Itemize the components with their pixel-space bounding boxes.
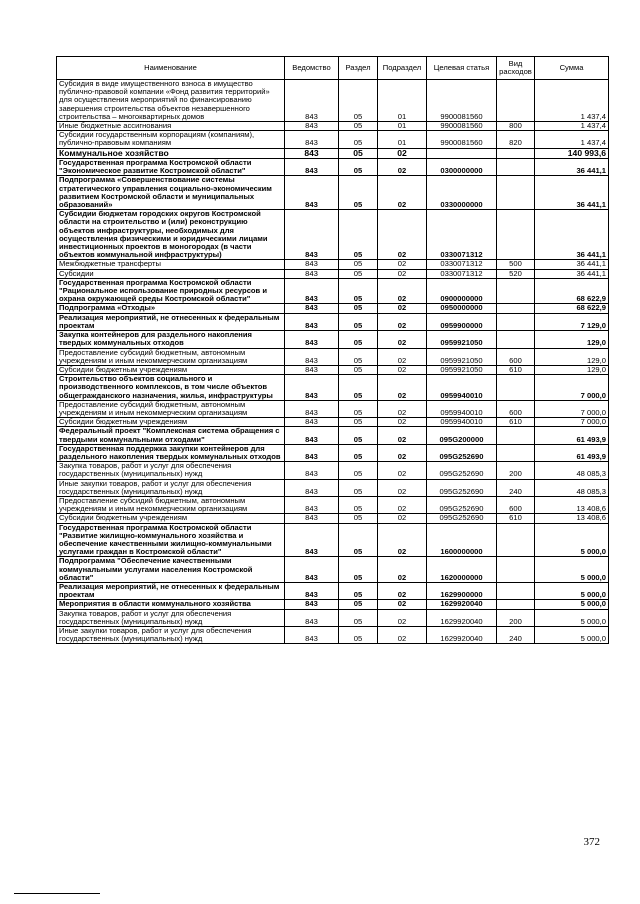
row-target-article: 1620000000	[427, 557, 497, 583]
table-row	[57, 176, 609, 210]
row-expense-type	[497, 176, 535, 210]
row-name: Иные бюджетные ассигнования	[57, 122, 285, 131]
row-subsection: 02	[378, 609, 427, 626]
row-target-article: 1629920040	[427, 627, 497, 644]
row-department: 843	[285, 557, 339, 583]
row-name: Федеральный проект "Комплексная система обращения с твердыми коммунальными отходами"	[57, 427, 285, 444]
row-subsection: 02	[378, 523, 427, 557]
table-row	[57, 148, 609, 158]
row-department: 843	[285, 523, 339, 557]
row-subsection: 02	[378, 365, 427, 374]
row-name: Межбюджетные трансферты	[57, 260, 285, 269]
row-amount: 5 000,0	[535, 627, 609, 644]
row-department: 843	[285, 365, 339, 374]
row-department: 843	[285, 304, 339, 313]
table-row	[57, 627, 609, 644]
row-amount: 5 000,0	[535, 582, 609, 599]
row-amount: 1 437,4	[535, 122, 609, 131]
table-row	[57, 427, 609, 444]
table-row	[57, 375, 609, 401]
row-expense-type: 600	[497, 400, 535, 417]
row-amount: 129,0	[535, 331, 609, 348]
row-target-article: 1629920040	[427, 609, 497, 626]
row-expense-type: 240	[497, 627, 535, 644]
row-subsection: 02	[378, 400, 427, 417]
row-section: 05	[339, 278, 378, 304]
table-row	[57, 479, 609, 496]
row-department: 843	[285, 260, 339, 269]
row-amount: 7 129,0	[535, 313, 609, 330]
row-subsection: 02	[378, 313, 427, 330]
table-row	[57, 557, 609, 583]
row-name: Мероприятия в области коммунального хозяйства	[57, 600, 285, 609]
row-section: 05	[339, 418, 378, 427]
row-target-article	[427, 148, 497, 158]
row-amount: 129,0	[535, 348, 609, 365]
row-section: 05	[339, 131, 378, 148]
row-amount: 5 000,0	[535, 609, 609, 626]
table-row	[57, 278, 609, 304]
row-amount: 129,0	[535, 365, 609, 374]
row-department: 843	[285, 627, 339, 644]
table-row	[57, 496, 609, 513]
header-section: Раздел	[339, 57, 378, 80]
row-name: Государственная поддержка закупки контейнеров для раздельного накопления твердых коммунальных отходов	[57, 444, 285, 461]
row-expense-type	[497, 210, 535, 260]
row-department: 843	[285, 122, 339, 131]
row-expense-type: 820	[497, 131, 535, 148]
row-name: Подпрограмма «Отходы»	[57, 304, 285, 313]
row-target-article: 1629900000	[427, 582, 497, 599]
row-expense-type	[497, 523, 535, 557]
row-department: 843	[285, 348, 339, 365]
page-number: 372	[583, 836, 600, 848]
row-target-article: 1600000000	[427, 523, 497, 557]
row-target-article: 0950000000	[427, 304, 497, 313]
row-subsection: 02	[378, 304, 427, 313]
row-name: Закупка товаров, работ и услуг для обеспечения государственных (муниципальных) нужд	[57, 462, 285, 479]
row-target-article: 0330071312	[427, 269, 497, 278]
row-expense-type	[497, 159, 535, 176]
row-section: 05	[339, 313, 378, 330]
row-expense-type	[497, 331, 535, 348]
row-amount: 61 493,9	[535, 427, 609, 444]
row-amount: 5 000,0	[535, 600, 609, 609]
table-row	[57, 462, 609, 479]
row-subsection: 01	[378, 122, 427, 131]
row-expense-type: 800	[497, 122, 535, 131]
row-target-article: 095G252690	[427, 444, 497, 461]
table-row	[57, 331, 609, 348]
row-name: Субсидии бюджетным учреждениям	[57, 418, 285, 427]
row-section: 05	[339, 582, 378, 599]
row-amount: 36 441,1	[535, 159, 609, 176]
row-amount: 68 622,9	[535, 278, 609, 304]
row-section: 05	[339, 365, 378, 374]
row-amount: 5 000,0	[535, 557, 609, 583]
row-expense-type	[497, 313, 535, 330]
footnote-divider	[14, 893, 100, 894]
row-section: 05	[339, 331, 378, 348]
table-row	[57, 80, 609, 122]
row-subsection: 02	[378, 269, 427, 278]
row-name: Реализация мероприятий, не отнесенных к федеральным проектам	[57, 313, 285, 330]
row-name: Государственная программа Костромской области "Развитие жилищно-коммунального хозяйства и обеспечение качественными жилищно-коммунальными услугами граждан в Костромской области"	[57, 523, 285, 557]
row-name: Подпрограмма «Совершенствование системы стратегического управления социально-экономическим развитием Костромской области и муниципальных образований»	[57, 176, 285, 210]
row-expense-type	[497, 80, 535, 122]
row-expense-type	[497, 557, 535, 583]
header-expense-type: Вид расходов	[497, 57, 535, 80]
table-row	[57, 418, 609, 427]
row-expense-type: 600	[497, 348, 535, 365]
table-row	[57, 210, 609, 260]
row-department: 843	[285, 444, 339, 461]
row-department: 843	[285, 600, 339, 609]
table-row	[57, 365, 609, 374]
budget-table	[56, 56, 609, 644]
row-amount: 7 000,0	[535, 375, 609, 401]
row-amount: 48 085,3	[535, 479, 609, 496]
row-target-article: 0330071312	[427, 210, 497, 260]
row-target-article: 9900081560	[427, 80, 497, 122]
row-department: 843	[285, 609, 339, 626]
row-amount: 36 441,1	[535, 269, 609, 278]
row-target-article: 0900000000	[427, 278, 497, 304]
row-expense-type: 500	[497, 260, 535, 269]
row-target-article: 9900081560	[427, 131, 497, 148]
row-expense-type	[497, 582, 535, 599]
row-target-article: 095G252690	[427, 496, 497, 513]
row-target-article: 0959921050	[427, 331, 497, 348]
row-department: 843	[285, 582, 339, 599]
row-amount: 7 000,0	[535, 400, 609, 417]
row-target-article: 0330071312	[427, 260, 497, 269]
row-name: Коммунальное хозяйство	[57, 148, 285, 158]
header-amount: Сумма	[535, 57, 609, 80]
row-subsection: 02	[378, 462, 427, 479]
row-subsection: 02	[378, 278, 427, 304]
row-department: 843	[285, 210, 339, 260]
table-row	[57, 600, 609, 609]
row-section: 05	[339, 159, 378, 176]
row-amount: 36 441,1	[535, 210, 609, 260]
table-row	[57, 269, 609, 278]
row-section: 05	[339, 122, 378, 131]
row-expense-type: 610	[497, 365, 535, 374]
row-section: 05	[339, 479, 378, 496]
row-target-article: 0959940010	[427, 375, 497, 401]
row-expense-type: 610	[497, 514, 535, 523]
row-subsection: 02	[378, 514, 427, 523]
row-subsection: 02	[378, 375, 427, 401]
row-department: 843	[285, 278, 339, 304]
row-section: 05	[339, 557, 378, 583]
row-target-article: 0330000000	[427, 176, 497, 210]
row-amount: 1 437,4	[535, 80, 609, 122]
row-expense-type	[497, 600, 535, 609]
row-name: Субсидия в виде имущественного взноса в имущество публично-правовой компании «Фонд развития территорий» для осуществления мероприятий по финансированию завершения строительства объектов незавершенного строительства – многоквартирных домов	[57, 80, 285, 122]
row-expense-type	[497, 427, 535, 444]
row-name: Государственная программа Костромской области "Экономическое развитие Костромской области"	[57, 159, 285, 176]
row-target-article: 9900081560	[427, 122, 497, 131]
row-target-article: 0959900000	[427, 313, 497, 330]
row-amount: 68 622,9	[535, 304, 609, 313]
row-expense-type	[497, 304, 535, 313]
row-section: 05	[339, 627, 378, 644]
row-subsection: 02	[378, 444, 427, 461]
row-section: 05	[339, 514, 378, 523]
row-department: 843	[285, 148, 339, 158]
row-department: 843	[285, 80, 339, 122]
row-subsection: 02	[378, 582, 427, 599]
table-row	[57, 609, 609, 626]
row-amount: 7 000,0	[535, 418, 609, 427]
row-name: Предоставление субсидий бюджетным, автономным учреждениям и иным некоммерческим организациям	[57, 400, 285, 417]
row-section: 05	[339, 600, 378, 609]
row-name: Иные закупки товаров, работ и услуг для обеспечения государственных (муниципальных) нужд	[57, 627, 285, 644]
row-section: 05	[339, 609, 378, 626]
row-target-article: 0959921050	[427, 365, 497, 374]
row-name: Субсидии бюджетным учреждениям	[57, 365, 285, 374]
row-department: 843	[285, 176, 339, 210]
row-expense-type: 600	[497, 496, 535, 513]
row-subsection: 01	[378, 131, 427, 148]
row-name: Реализация мероприятий, не отнесенных к федеральным проектам	[57, 582, 285, 599]
row-subsection: 02	[378, 210, 427, 260]
table-row	[57, 159, 609, 176]
row-subsection: 02	[378, 176, 427, 210]
row-expense-type: 610	[497, 418, 535, 427]
header-name: Наименование	[57, 57, 285, 80]
row-subsection: 02	[378, 331, 427, 348]
table-row	[57, 131, 609, 148]
row-name: Государственная программа Костромской области "Рациональное использование природных ресурсов и охрана окружающей среды Костромской области"	[57, 278, 285, 304]
row-section: 05	[339, 444, 378, 461]
row-amount: 1 437,4	[535, 131, 609, 148]
header-subsection: Подраздел	[378, 57, 427, 80]
row-section: 05	[339, 260, 378, 269]
row-name: Предоставление субсидий бюджетным, автономным учреждениям и иным некоммерческим организациям	[57, 348, 285, 365]
row-expense-type	[497, 148, 535, 158]
row-target-article: 0959921050	[427, 348, 497, 365]
row-target-article: 0300000000	[427, 159, 497, 176]
row-expense-type: 200	[497, 462, 535, 479]
row-section: 05	[339, 462, 378, 479]
row-department: 843	[285, 418, 339, 427]
row-section: 05	[339, 496, 378, 513]
table-row	[57, 582, 609, 599]
row-section: 05	[339, 375, 378, 401]
row-amount: 5 000,0	[535, 523, 609, 557]
row-amount: 13 408,6	[535, 514, 609, 523]
row-expense-type	[497, 375, 535, 401]
row-department: 843	[285, 313, 339, 330]
header-target-article: Целевая статья	[427, 57, 497, 80]
row-department: 843	[285, 131, 339, 148]
row-target-article: 0959940010	[427, 418, 497, 427]
row-expense-type: 200	[497, 609, 535, 626]
table-row	[57, 400, 609, 417]
row-amount: 36 441,1	[535, 260, 609, 269]
row-target-article: 095G252690	[427, 479, 497, 496]
row-name: Подпрограмма "Обеспечение качественными коммунальными услугами населения Костромской области"	[57, 557, 285, 583]
row-department: 843	[285, 159, 339, 176]
row-section: 05	[339, 80, 378, 122]
row-department: 843	[285, 331, 339, 348]
table-row	[57, 122, 609, 131]
table-header-row	[57, 57, 609, 80]
table-row	[57, 348, 609, 365]
row-subsection: 02	[378, 348, 427, 365]
row-target-article: 0959940010	[427, 400, 497, 417]
row-target-article: 1629920040	[427, 600, 497, 609]
row-section: 05	[339, 176, 378, 210]
row-name: Субсидии	[57, 269, 285, 278]
table-row	[57, 444, 609, 461]
row-section: 05	[339, 348, 378, 365]
row-amount: 13 408,6	[535, 496, 609, 513]
row-target-article: 095G252690	[427, 514, 497, 523]
row-subsection: 02	[378, 260, 427, 269]
table-row	[57, 514, 609, 523]
table-row	[57, 260, 609, 269]
row-name: Закупка товаров, работ и услуг для обеспечения государственных (муниципальных) нужд	[57, 609, 285, 626]
row-amount: 48 085,3	[535, 462, 609, 479]
row-name: Субсидии бюджетам городских округов Костромской области на строительство и (или) реконструкцию объектов инфраструктуры, необходимых для осуществления физическими и юридическими лицами инвестиционных проектов в моногородах (в части объектов коммунальной инфраструктуры)	[57, 210, 285, 260]
row-department: 843	[285, 479, 339, 496]
row-name: Субсидии бюджетным учреждениям	[57, 514, 285, 523]
row-department: 843	[285, 514, 339, 523]
row-department: 843	[285, 400, 339, 417]
row-name: Строительство объектов социального и производственного комплексов, в том числе объектов общегражданского назначения, жилья, инфраструктуры	[57, 375, 285, 401]
row-name: Закупка контейнеров для раздельного накопления твердых коммунальных отходов	[57, 331, 285, 348]
row-subsection: 02	[378, 557, 427, 583]
row-section: 05	[339, 304, 378, 313]
row-subsection: 02	[378, 159, 427, 176]
row-department: 843	[285, 462, 339, 479]
row-subsection: 02	[378, 418, 427, 427]
row-subsection: 01	[378, 80, 427, 122]
row-target-article: 095G252690	[427, 462, 497, 479]
row-name: Иные закупки товаров, работ и услуг для обеспечения государственных (муниципальных) нужд	[57, 479, 285, 496]
header-department: Ведомство	[285, 57, 339, 80]
table-row	[57, 313, 609, 330]
row-section: 05	[339, 269, 378, 278]
row-department: 843	[285, 375, 339, 401]
table-row	[57, 304, 609, 313]
row-section: 05	[339, 210, 378, 260]
row-expense-type: 520	[497, 269, 535, 278]
row-name: Предоставление субсидий бюджетным, автономным учреждениям и иным некоммерческим организациям	[57, 496, 285, 513]
row-subsection: 02	[378, 627, 427, 644]
row-department: 843	[285, 427, 339, 444]
row-amount: 61 493,9	[535, 444, 609, 461]
row-amount: 36 441,1	[535, 176, 609, 210]
row-subsection: 02	[378, 148, 427, 158]
row-section: 05	[339, 148, 378, 158]
row-department: 843	[285, 496, 339, 513]
row-section: 05	[339, 523, 378, 557]
row-section: 05	[339, 400, 378, 417]
row-subsection: 02	[378, 479, 427, 496]
row-department: 843	[285, 269, 339, 278]
row-amount: 140 993,6	[535, 148, 609, 158]
row-expense-type	[497, 444, 535, 461]
row-name: Субсидии государственным корпорациям (компаниям), публично-правовым компаниям	[57, 131, 285, 148]
row-expense-type	[497, 278, 535, 304]
row-expense-type: 240	[497, 479, 535, 496]
row-subsection: 02	[378, 600, 427, 609]
row-subsection: 02	[378, 427, 427, 444]
table-row	[57, 523, 609, 557]
row-subsection: 02	[378, 496, 427, 513]
row-section: 05	[339, 427, 378, 444]
row-target-article: 095G200000	[427, 427, 497, 444]
